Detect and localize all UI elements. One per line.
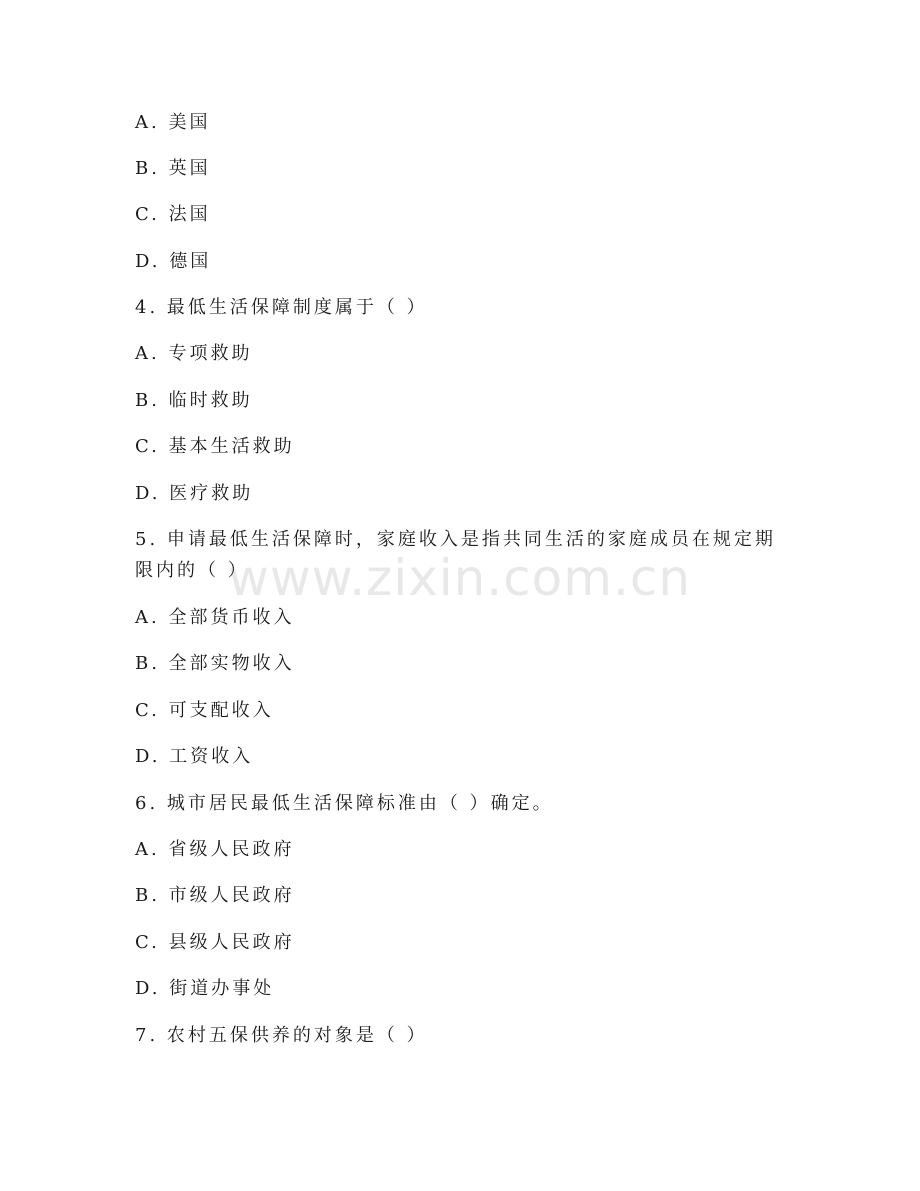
- option-a: A. 专项救助: [135, 343, 253, 364]
- option-c: C. 县级人民政府: [135, 932, 295, 953]
- option-d: D. 德国: [135, 251, 212, 272]
- option-d: D. 街道办事处: [135, 978, 275, 999]
- question-5: 5. 申请最低生活保障时，家庭收入是指共同生活的家庭成员在规定期: [135, 529, 776, 550]
- option-a: A. 美国: [135, 112, 211, 133]
- question-6: 6. 城市居民最低生活保障标准由（ ）确定。: [135, 793, 554, 814]
- option-a: A. 全部货币收入: [135, 607, 295, 628]
- option-c: C. 基本生活救助: [135, 436, 295, 457]
- watermark: www.zixin.com.cn: [228, 549, 692, 607]
- option-c: C. 法国: [135, 204, 211, 225]
- question-7: 7. 农村五保供养的对象是（ ）: [135, 1025, 428, 1046]
- option-b: B. 临时救助: [135, 390, 253, 411]
- option-d: D. 医疗救助: [135, 483, 254, 504]
- option-c: C. 可支配收入: [135, 700, 274, 721]
- option-a: A. 省级人民政府: [135, 839, 295, 860]
- option-b: B. 英国: [135, 158, 211, 179]
- question-5-continued: 限内的（ ）: [135, 560, 249, 581]
- option-d: D. 工资收入: [135, 746, 254, 767]
- option-b: B. 市级人民政府: [135, 885, 295, 906]
- option-b: B. 全部实物收入: [135, 653, 295, 674]
- question-4: 4. 最低生活保障制度属于（ ）: [135, 297, 428, 318]
